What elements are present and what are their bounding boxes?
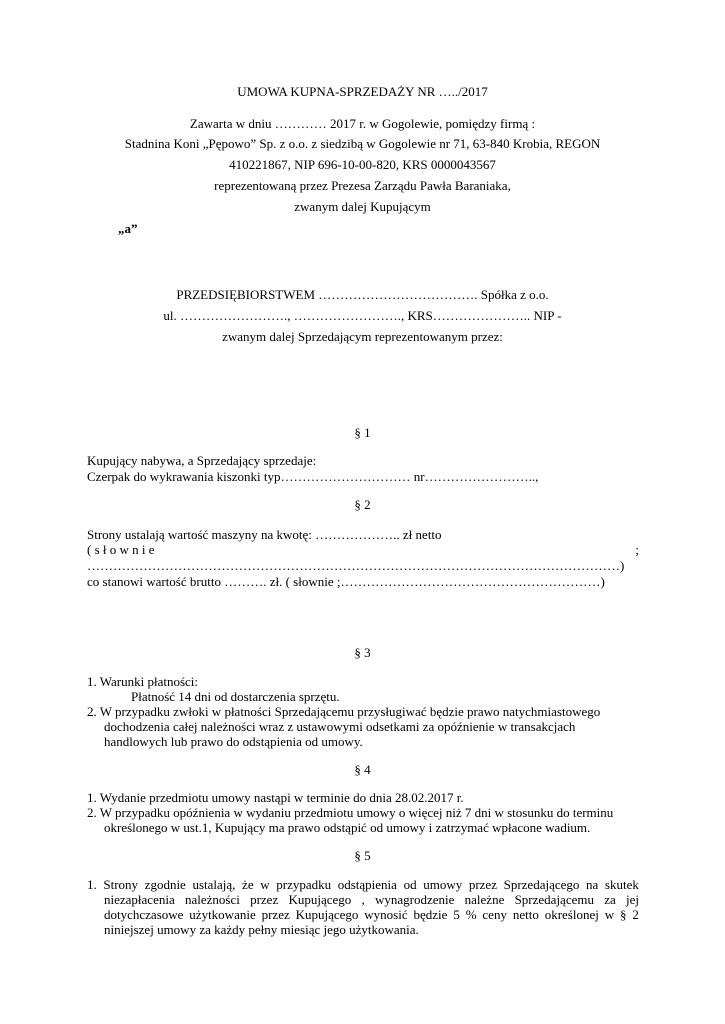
section-3-item-2-line-1: 2. W przypadku zwłoki w płatności Sprzedającemu przysługiwać będzie prawo natychmiastowego bbox=[87, 704, 601, 719]
word: dotychczasowe bbox=[104, 907, 184, 922]
section-4-heading: § 4 bbox=[354, 762, 371, 777]
word: , bbox=[361, 892, 365, 907]
word: odstąpienia bbox=[337, 877, 397, 892]
word: za bbox=[604, 892, 616, 907]
word: będzie bbox=[413, 907, 448, 922]
word: przez bbox=[250, 892, 279, 907]
word: § bbox=[620, 907, 627, 922]
word: niezapłacenia bbox=[104, 892, 175, 907]
word: 2 bbox=[632, 907, 639, 922]
section-2-amount-line: Strony ustalają wartość maszyny na kwotę: ……………….. zł netto bbox=[87, 527, 442, 542]
buyer-line-2: 410221867, NIP 696-10-00-820, KRS 0000043567 bbox=[229, 157, 496, 172]
word: skutek bbox=[604, 877, 639, 892]
word: Kupującego bbox=[288, 892, 352, 907]
word: użytkowanie bbox=[189, 907, 256, 922]
section-4-item-1: 1. Wydanie przedmiotu umowy nastąpi w terminie do dnia 28.02.2017 r. bbox=[87, 790, 464, 805]
word: wynosić bbox=[364, 907, 408, 922]
section-4-item-2-line-2: określonego w ust.1, Kupujący ma prawo odstąpić od umowy i zatrzymać wpłacone wadium. bbox=[104, 820, 591, 835]
word: Strony bbox=[103, 877, 139, 892]
section-3-heading: § 3 bbox=[354, 645, 371, 660]
word: należności bbox=[184, 892, 240, 907]
represented-line: reprezentowaną przez Prezesa Zarządu Pawła Baraniaka, bbox=[214, 178, 511, 193]
word: netto bbox=[512, 907, 539, 922]
concluded-line: Zawarta w dniu ………… 2017 r. w Gogolewie, pomiędzy firmą : bbox=[189, 116, 536, 131]
word: ceny bbox=[482, 907, 507, 922]
word: w bbox=[604, 907, 615, 922]
and-conjunction: „a” bbox=[118, 221, 138, 236]
word: 1. bbox=[87, 877, 97, 892]
section-2-gross-line: co stanowi wartość brutto ………. zł. ( słownie ;……………………………………………………) bbox=[87, 574, 605, 589]
words-label: ( s ł o w n i e bbox=[87, 542, 155, 557]
section-3-item-2-line-3: handlowych lub prawo do odstąpienia od umowy. bbox=[104, 734, 363, 749]
word: przez bbox=[261, 907, 290, 922]
word: jej bbox=[626, 892, 639, 907]
seller-line-1: PRZEDSIĘBIORSTWEM ………………………………. Spółka z o.o. bbox=[176, 287, 549, 302]
section-5-item-1-line-1 bbox=[87, 877, 639, 893]
section-1-line-1: Kupujący nabywa, a Sprzedający sprzedaje: bbox=[87, 453, 317, 468]
word: od bbox=[403, 877, 417, 892]
section-2-words-line bbox=[87, 542, 639, 558]
section-3-item-1-detail: Płatność 14 dni od dostarczenia sprzętu. bbox=[131, 689, 340, 704]
section-5-item-1-line-4: niniejszej umowy za każdy pełny miesiąc jego użytkowania. bbox=[104, 922, 419, 937]
word: przez bbox=[468, 877, 497, 892]
section-3-item-2-line-2: dochodzenia całej należności wraz z ustawowymi odsetkami za opóźnienie w transakcjach bbox=[104, 719, 576, 734]
word: określonej bbox=[544, 907, 599, 922]
word: Sprzedającemu bbox=[514, 892, 594, 907]
section-2-dots-line: ……………………………………………………………………………………………………………) bbox=[87, 558, 625, 573]
section-1-heading: § 1 bbox=[354, 425, 371, 440]
section-5-heading: § 5 bbox=[354, 848, 371, 863]
words-end: ; bbox=[635, 542, 639, 557]
section-1-line-2: Czerpak do wykrawania kiszonki typ………………………… nr…………………….., bbox=[87, 469, 539, 484]
seller-line-2: ul. ……………………., ……………………., KRS………………….. NIP - bbox=[163, 308, 562, 323]
word: na bbox=[586, 877, 599, 892]
section-2-heading: § 2 bbox=[354, 497, 371, 512]
word: Sprzedającego bbox=[503, 877, 580, 892]
contract-title: UMOWA KUPNA-SPRZEDAŻY NR …../2017 bbox=[237, 84, 488, 99]
word: % bbox=[465, 907, 477, 922]
section-4-item-2-line-1: 2. W przypadku opóźnienia w wydaniu przedmiotu umowy o więcej niż 7 dni w stosunku do terminu bbox=[87, 805, 614, 820]
word: przypadku bbox=[276, 877, 332, 892]
word: umowy bbox=[423, 877, 463, 892]
word: należne bbox=[464, 892, 505, 907]
word: Kupującego bbox=[295, 907, 359, 922]
called-buyer-line: zwanym dalej Kupującym bbox=[294, 199, 431, 214]
word: ustalają, bbox=[192, 877, 236, 892]
section-3-item-1: 1. Warunki płatności: bbox=[87, 674, 199, 689]
seller-line-3: zwanym dalej Sprzedającym reprezentowanym przez: bbox=[222, 329, 503, 344]
section-5-item-1-line-2 bbox=[104, 892, 639, 908]
word: w bbox=[260, 877, 270, 892]
word: że bbox=[242, 877, 254, 892]
word: wynagrodzenie bbox=[374, 892, 455, 907]
section-5-item-1-line-3 bbox=[104, 907, 639, 923]
word: zgodnie bbox=[144, 877, 186, 892]
buyer-line-1: Stadnina Koni „Pępowo” Sp. z o.o. z siedzibą w Gogolewie nr 71, 63-840 Krobia, REGON bbox=[124, 136, 601, 151]
word: 5 bbox=[453, 907, 460, 922]
